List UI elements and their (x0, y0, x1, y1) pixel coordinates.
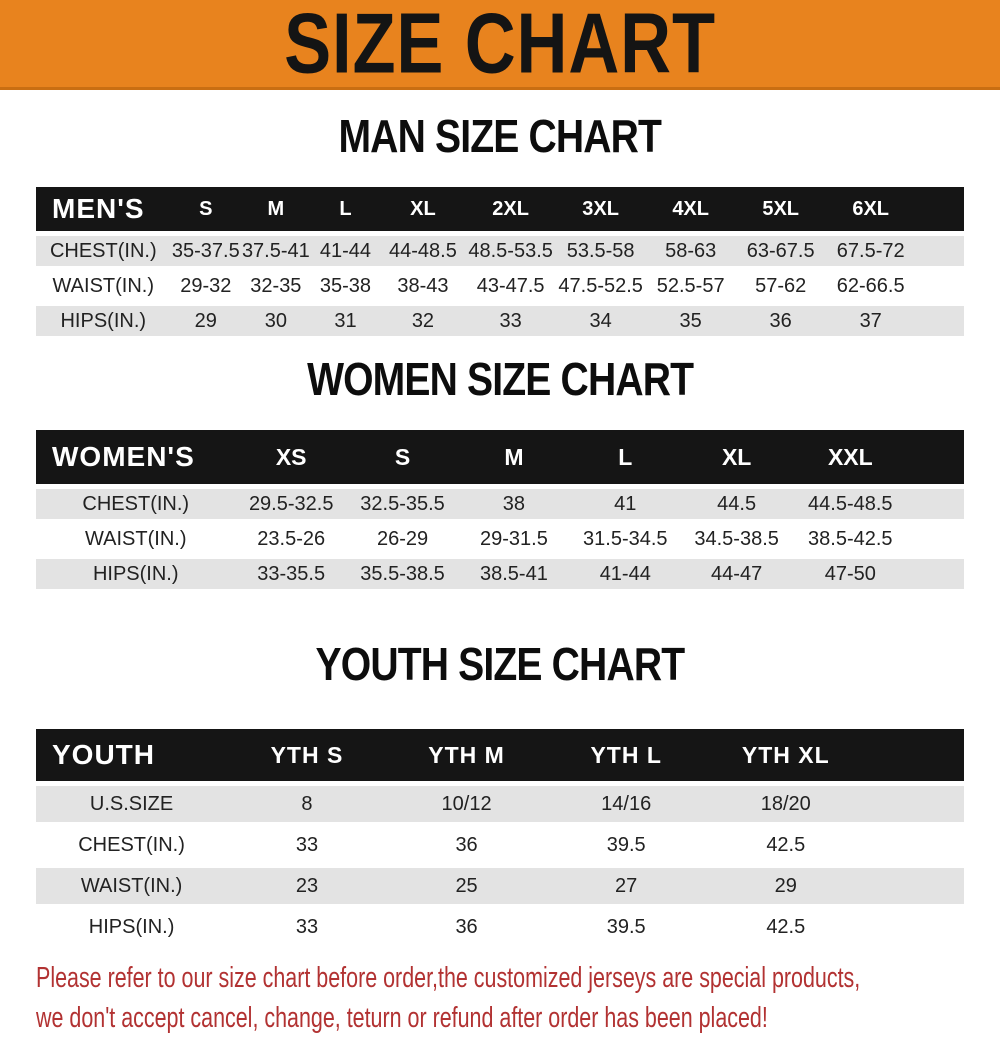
men-header-size: 2XL (466, 187, 556, 231)
size-value: 63-67.5 (736, 236, 826, 266)
footer-note-line2: we don't accept cancel, change, teturn or refund after order has been placed! (36, 1002, 768, 1034)
size-value: 43-47.5 (466, 271, 556, 301)
size-value: 57-62 (736, 271, 826, 301)
size-value: 33 (466, 306, 556, 336)
size-value: 29-32 (171, 271, 242, 301)
size-value: 62-66.5 (826, 271, 916, 301)
youth-header-size: YTH M (387, 729, 547, 781)
size-value: 38.5-42.5 (792, 524, 908, 554)
men-header-size: XL (380, 187, 465, 231)
size-value: 44.5 (681, 489, 792, 519)
size-value: 39.5 (546, 909, 706, 945)
size-value: 41-44 (311, 236, 381, 266)
women-header-group-label: WOMEN'S (36, 430, 236, 484)
size-value: 42.5 (706, 827, 866, 863)
women-header-size: XS (236, 430, 347, 484)
row-label: U.S.SIZE (36, 786, 227, 822)
size-value: 35-37.5 (171, 236, 242, 266)
men-header-group-label: MEN'S (36, 187, 171, 231)
size-value: 29 (171, 306, 242, 336)
women-heading-text: WOMEN SIZE CHART (306, 353, 694, 405)
size-value: 44-47 (681, 559, 792, 589)
size-value: 25 (387, 868, 547, 904)
women-header-size: XL (681, 430, 792, 484)
row-label: WAIST(IN.) (36, 271, 171, 301)
size-value: 33 (227, 827, 387, 863)
youth-header-group-label: YOUTH (36, 729, 227, 781)
size-value: 48.5-53.5 (466, 236, 556, 266)
youth-section-heading (0, 638, 1000, 698)
footer-note (0, 958, 1000, 1038)
size-value: 23.5-26 (236, 524, 347, 554)
size-value: 31.5-34.5 (570, 524, 681, 554)
youth-header-row (36, 729, 964, 781)
row-spacer (916, 306, 964, 336)
row-label: HIPS(IN.) (36, 306, 171, 336)
youth-heading-text: YOUTH SIZE CHART (315, 638, 685, 690)
men-header-size: L (311, 187, 381, 231)
men-header-size: 4XL (646, 187, 736, 231)
size-value: 29 (706, 868, 866, 904)
banner-title: SIZE CHART (284, 0, 716, 91)
size-value: 47.5-52.5 (556, 271, 646, 301)
size-value: 27 (546, 868, 706, 904)
row-label: HIPS(IN.) (36, 559, 236, 589)
row-label: WAIST(IN.) (36, 868, 227, 904)
size-value: 34.5-38.5 (681, 524, 792, 554)
row-label: CHEST(IN.) (36, 827, 227, 863)
size-value: 42.5 (706, 909, 866, 945)
size-value: 37 (826, 306, 916, 336)
men-header-size: M (241, 187, 311, 231)
men-header-row (36, 187, 964, 231)
men-size-table (36, 182, 964, 341)
youth-ussize-row (36, 786, 964, 822)
size-value: 33-35.5 (236, 559, 347, 589)
size-value: 44-48.5 (380, 236, 465, 266)
youth-waist-row (36, 868, 964, 904)
size-value: 18/20 (706, 786, 866, 822)
size-value: 33 (227, 909, 387, 945)
women-header-size: XXL (792, 430, 908, 484)
women-section-heading (0, 353, 1000, 413)
women-hips-row (36, 559, 964, 589)
youth-size-table (36, 724, 964, 950)
size-value: 44.5-48.5 (792, 489, 908, 519)
size-value: 47-50 (792, 559, 908, 589)
size-value: 34 (556, 306, 646, 336)
women-header-size: M (458, 430, 569, 484)
row-spacer (908, 489, 964, 519)
man-heading-text: MAN SIZE CHART (338, 110, 662, 162)
size-value: 38.5-41 (458, 559, 569, 589)
size-value: 58-63 (646, 236, 736, 266)
youth-header-size: YTH S (227, 729, 387, 781)
row-label: WAIST(IN.) (36, 524, 236, 554)
size-value: 14/16 (546, 786, 706, 822)
men-hips-row (36, 306, 964, 336)
row-spacer (866, 786, 964, 822)
size-value: 52.5-57 (646, 271, 736, 301)
size-value: 23 (227, 868, 387, 904)
women-header-size: S (347, 430, 458, 484)
row-spacer (866, 909, 964, 945)
size-value: 37.5-41 (241, 236, 311, 266)
row-spacer (908, 559, 964, 589)
women-size-table (36, 425, 964, 594)
youth-header-spacer (866, 729, 964, 781)
men-waist-row (36, 271, 964, 301)
size-value: 31 (311, 306, 381, 336)
row-spacer (916, 271, 964, 301)
size-value: 8 (227, 786, 387, 822)
size-value: 38-43 (380, 271, 465, 301)
size-value: 29.5-32.5 (236, 489, 347, 519)
size-value: 41-44 (570, 559, 681, 589)
footer-note-line1: Please refer to our size chart before order,the customized jerseys are special products, (36, 962, 861, 994)
row-label: CHEST(IN.) (36, 489, 236, 519)
size-value: 32 (380, 306, 465, 336)
youth-hips-row (36, 909, 964, 945)
men-header-size: 3XL (556, 187, 646, 231)
youth-chest-row (36, 827, 964, 863)
size-value: 10/12 (387, 786, 547, 822)
size-value: 32-35 (241, 271, 311, 301)
row-spacer (916, 236, 964, 266)
row-spacer (866, 827, 964, 863)
size-value: 38 (458, 489, 569, 519)
men-header-size: S (171, 187, 242, 231)
women-chest-row (36, 489, 964, 519)
size-value: 35 (646, 306, 736, 336)
women-waist-row (36, 524, 964, 554)
youth-header-size: YTH L (546, 729, 706, 781)
size-value: 29-31.5 (458, 524, 569, 554)
size-value: 35-38 (311, 271, 381, 301)
size-chart-banner (0, 0, 1000, 90)
men-header-size: 5XL (736, 187, 826, 231)
youth-header-size: YTH XL (706, 729, 866, 781)
row-label: CHEST(IN.) (36, 236, 171, 266)
men-header-size: 6XL (826, 187, 916, 231)
man-section-heading (0, 110, 1000, 170)
size-value: 35.5-38.5 (347, 559, 458, 589)
size-value: 36 (736, 306, 826, 336)
row-spacer (908, 524, 964, 554)
men-header-spacer (916, 187, 964, 231)
row-label: HIPS(IN.) (36, 909, 227, 945)
size-value: 53.5-58 (556, 236, 646, 266)
size-value: 36 (387, 827, 547, 863)
size-value: 26-29 (347, 524, 458, 554)
size-value: 39.5 (546, 827, 706, 863)
women-header-size: L (570, 430, 681, 484)
men-chest-row (36, 236, 964, 266)
size-value: 32.5-35.5 (347, 489, 458, 519)
size-value: 36 (387, 909, 547, 945)
size-value: 67.5-72 (826, 236, 916, 266)
women-header-row (36, 430, 964, 484)
size-value: 41 (570, 489, 681, 519)
row-spacer (866, 868, 964, 904)
size-value: 30 (241, 306, 311, 336)
women-header-spacer (908, 430, 964, 484)
